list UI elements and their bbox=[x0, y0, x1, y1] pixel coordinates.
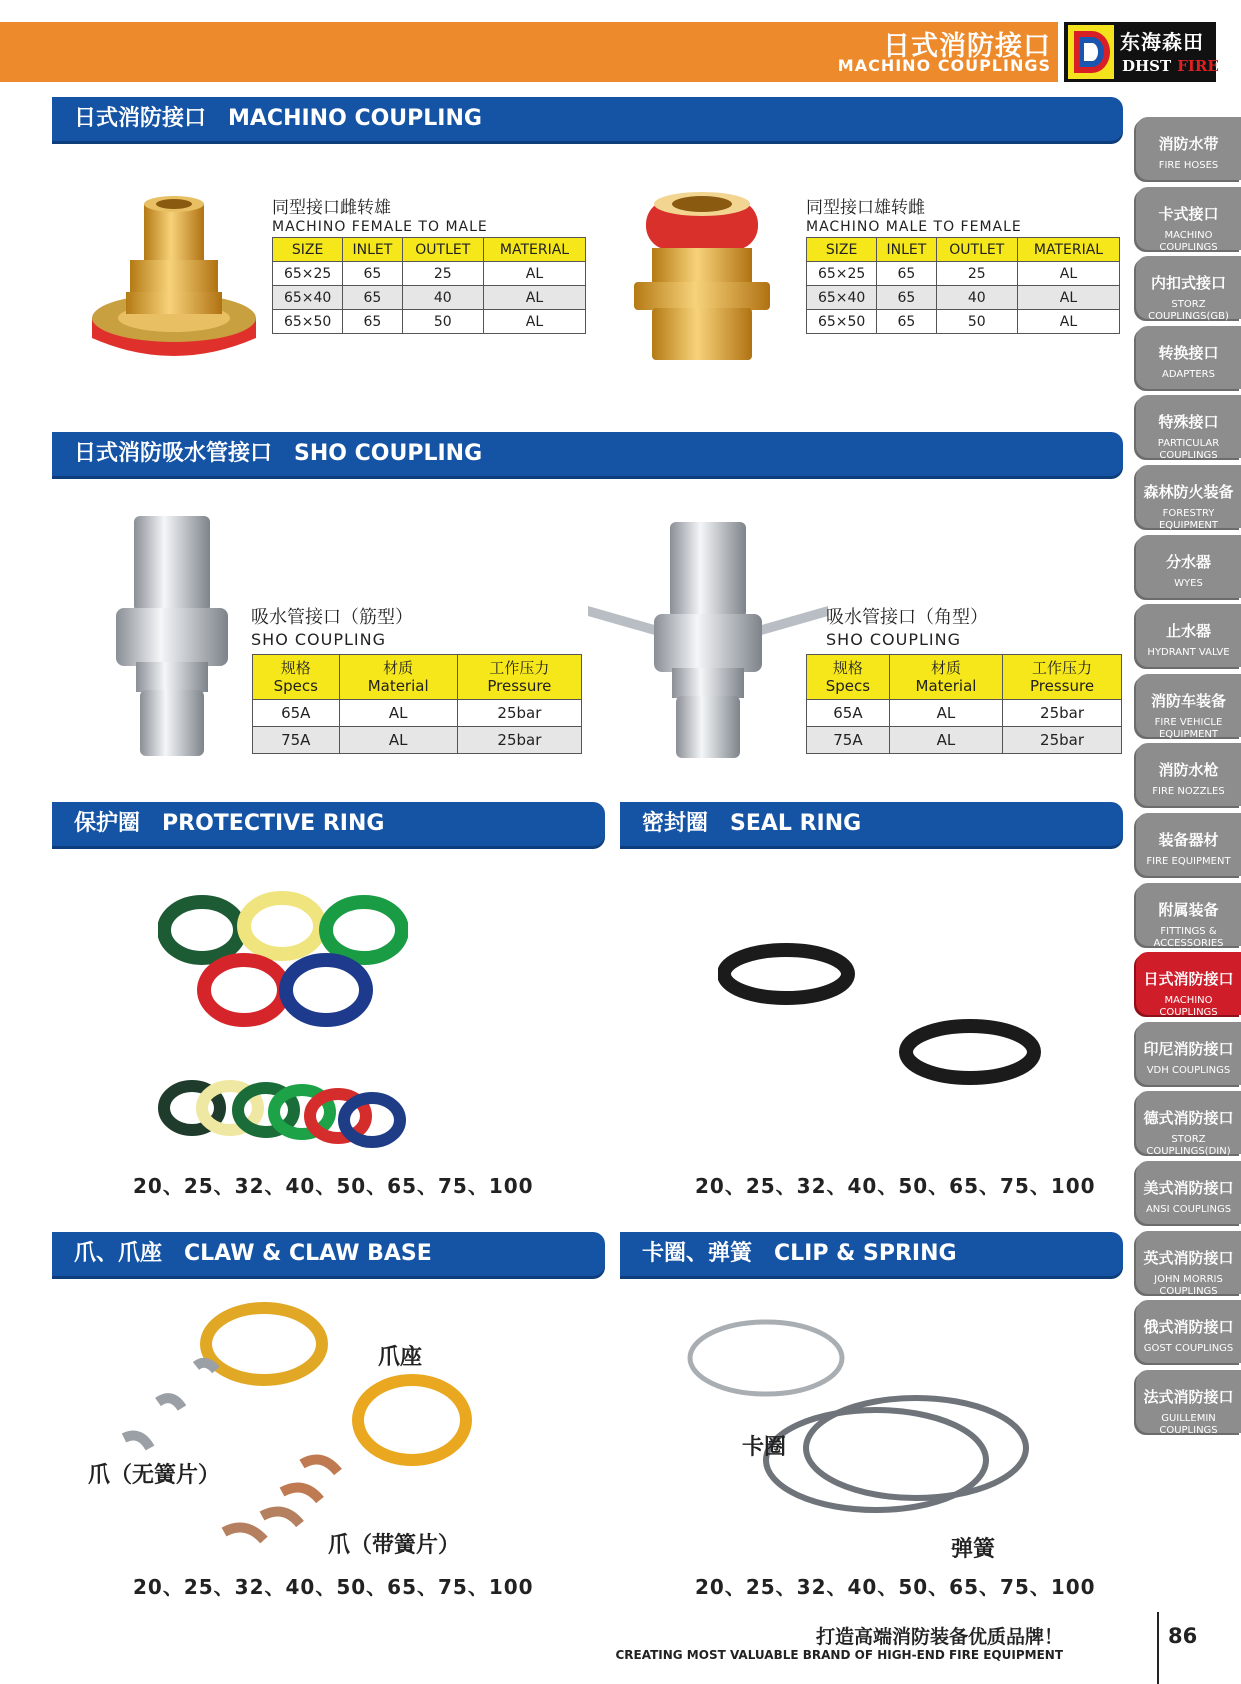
protective-rings-image bbox=[158, 890, 408, 1154]
sidebar-item-1[interactable] bbox=[1136, 117, 1241, 180]
table-row: 65A AL 25bar bbox=[807, 700, 1122, 727]
claw-base-label: 爪座 bbox=[378, 1345, 423, 1370]
page-number: 86 bbox=[1168, 1624, 1198, 1648]
table-row: 65A AL 25bar bbox=[253, 700, 582, 727]
table-row: 75A AL 25bar bbox=[253, 727, 582, 754]
sidebar-item-label: 俄式消防接口 bbox=[1143, 1318, 1234, 1336]
sidebar-item-5[interactable] bbox=[1136, 395, 1241, 461]
sidebar-item-label: 附属装备 bbox=[1158, 901, 1219, 919]
sidebar-item-sublabel: ADAPTERS bbox=[1162, 369, 1215, 380]
section-bar-sho: 日式消防吸水管接口 SHO COUPLING bbox=[52, 432, 1123, 476]
sidebar-item-18[interactable] bbox=[1136, 1300, 1241, 1363]
sidebar-item-label: 卡式接口 bbox=[1158, 205, 1219, 223]
table-row: 65×25 65 25 AL bbox=[807, 262, 1120, 286]
sidebar-item-label: 内扣式接口 bbox=[1150, 274, 1226, 292]
sidebar-item-label: 法式消防接口 bbox=[1143, 1388, 1234, 1406]
claw-with-spring-label: 爪（带簧片） bbox=[328, 1533, 461, 1558]
brand-logo bbox=[1064, 22, 1219, 82]
clip-sizes: 20、25、32、40、50、65、75、100 bbox=[695, 1575, 1096, 1599]
sidebar-item-17[interactable] bbox=[1136, 1231, 1241, 1297]
clip-and-spring-image bbox=[684, 1318, 1064, 1514]
claw-and-base-image bbox=[112, 1296, 472, 1556]
sidebar-item-12[interactable] bbox=[1136, 883, 1241, 949]
footer-divider bbox=[1157, 1612, 1159, 1684]
sidebar-item-label: 英式消防接口 bbox=[1143, 1249, 1234, 1267]
female-to-male-title: 同型接口雌转雄 MACHINO FEMALE TO MALE bbox=[272, 198, 488, 235]
female-to-male-table: SIZE INLET OUTLET MATERIAL 65×25 65 25 AL 65×40 65 40 AL 65×50 65 50 AL bbox=[272, 237, 586, 334]
footer-slogan-cn: 打造高端消防装备优质品牌！ bbox=[815, 1626, 1063, 1648]
sidebar-item-label: 止水器 bbox=[1165, 622, 1211, 640]
sidebar-item-16[interactable] bbox=[1136, 1161, 1241, 1224]
table-row: 65×50 65 50 AL bbox=[807, 310, 1120, 334]
sidebar-item-10[interactable] bbox=[1136, 743, 1241, 806]
sidebar-item-sublabel: FIRE HOSES bbox=[1158, 160, 1219, 171]
claw-no-spring-label: 爪（无簧片） bbox=[88, 1463, 221, 1488]
sidebar-item-3[interactable] bbox=[1136, 256, 1241, 322]
sho-rib-title: 吸水管接口（筋型） SHO COUPLING bbox=[251, 607, 413, 649]
sidebar-item-8[interactable] bbox=[1136, 604, 1241, 667]
sidebar-item-13[interactable] bbox=[1136, 952, 1241, 1018]
sidebar-item-7[interactable] bbox=[1136, 535, 1241, 598]
sidebar-item-sublabel: STORZ COUPLINGS(DIN) bbox=[1146, 1134, 1231, 1157]
section-bar-seal-ring: 密封圈 SEAL RING bbox=[620, 802, 1123, 846]
sidebar-item-sublabel: JOHN MORRIS COUPLINGS bbox=[1154, 1274, 1223, 1297]
table-row: 65×40 65 40 AL bbox=[273, 286, 586, 310]
sidebar-item-sublabel: GOST COUPLINGS bbox=[1143, 1343, 1234, 1354]
sidebar-item-4[interactable] bbox=[1136, 326, 1241, 389]
sidebar-item-sublabel: VDH COUPLINGS bbox=[1146, 1065, 1231, 1076]
sidebar-item-sublabel: PARTICULAR COUPLINGS bbox=[1157, 438, 1220, 461]
protective-ring-sizes: 20、25、32、40、50、65、75、100 bbox=[133, 1174, 534, 1198]
sidebar-item-label: 消防车装备 bbox=[1150, 692, 1226, 710]
sidebar-item-19[interactable] bbox=[1136, 1370, 1241, 1436]
sidebar-item-sublabel: WYES bbox=[1174, 578, 1203, 589]
sidebar-item-9[interactable] bbox=[1136, 674, 1241, 740]
sidebar-item-sublabel: FORESTRY EQUIPMENT bbox=[1158, 508, 1219, 531]
sidebar-item-6[interactable] bbox=[1136, 465, 1241, 531]
section-bar-protective-ring: 保护圈 PROTECTIVE RING bbox=[52, 802, 605, 846]
sho-coupling-horn-image bbox=[588, 518, 828, 762]
sidebar-item-sublabel: FIRE NOZZLES bbox=[1152, 786, 1225, 797]
table-row: 75A AL 25bar bbox=[807, 727, 1122, 754]
logo-en-text: DHST FIRE bbox=[1122, 57, 1219, 75]
section-bar-clip: 卡圈、弹簧 CLIP & SPRING bbox=[620, 1232, 1123, 1276]
sidebar-item-sublabel: GUILLEMIN COUPLINGS bbox=[1159, 1413, 1218, 1436]
sidebar-item-label: 装备器材 bbox=[1158, 831, 1219, 849]
footer-slogan-en: CREATING MOST VALUABLE BRAND OF HIGH-END FIRE EQUIPMENT bbox=[615, 1648, 1063, 1662]
sidebar-item-label: 转换接口 bbox=[1158, 344, 1219, 362]
sidebar-item-label: 美式消防接口 bbox=[1143, 1179, 1234, 1197]
male-to-female-coupling-image bbox=[632, 190, 772, 370]
logo-mark-icon bbox=[1068, 25, 1114, 79]
sidebar-item-label: 德式消防接口 bbox=[1143, 1109, 1234, 1127]
male-to-female-table: SIZE INLET OUTLET MATERIAL 65×25 65 25 AL 65×40 65 40 AL 65×50 65 50 AL bbox=[806, 237, 1120, 334]
sidebar-item-label: 森林防火装备 bbox=[1143, 483, 1234, 501]
spring-label: 弹簧 bbox=[951, 1537, 996, 1562]
sidebar-item-label: 特殊接口 bbox=[1158, 413, 1219, 431]
sho-coupling-rib-image bbox=[112, 512, 232, 760]
seal-ring-sizes: 20、25、32、40、50、65、75、100 bbox=[695, 1174, 1096, 1198]
sho-horn-table: 规格 Specs 材质 Material 工作压力 Pressure 65A AL 25bar 75A AL 25bar bbox=[806, 654, 1122, 754]
sidebar-item-sublabel: FITTINGS & ACCESSORIES bbox=[1153, 926, 1224, 949]
sidebar-item-label: 印尼消防接口 bbox=[1143, 1040, 1234, 1058]
sidebar-item-label: 消防水带 bbox=[1158, 135, 1219, 153]
sidebar-item-sublabel: MACHINO COUPLINGS bbox=[1159, 230, 1218, 253]
sidebar-item-sublabel: HYDRANT VALVE bbox=[1147, 647, 1230, 658]
seal-rings-image bbox=[718, 940, 1048, 1092]
page-title: 日式消防接口 bbox=[883, 31, 1051, 62]
page-subtitle: MACHINO COUPLINGS bbox=[837, 56, 1051, 75]
sho-horn-title: 吸水管接口（角型） SHO COUPLING bbox=[826, 607, 988, 649]
table-row: 65×25 65 25 AL bbox=[273, 262, 586, 286]
sidebar-item-15[interactable] bbox=[1136, 1091, 1241, 1157]
table-row: 65×40 65 40 AL bbox=[807, 286, 1120, 310]
sidebar-item-sublabel: MACHINO COUPLINGS bbox=[1159, 995, 1218, 1018]
sidebar-item-sublabel: FIRE EQUIPMENT bbox=[1146, 856, 1231, 867]
sidebar-item-label: 日式消防接口 bbox=[1143, 970, 1234, 988]
sidebar-item-sublabel: ANSI COUPLINGS bbox=[1145, 1204, 1232, 1215]
section-bar-machino: 日式消防接口 MACHINO COUPLING bbox=[52, 97, 1123, 141]
male-to-female-title: 同型接口雄转雌 MACHINO MALE TO FEMALE bbox=[806, 198, 1022, 235]
sidebar-item-label: 消防水枪 bbox=[1158, 761, 1219, 779]
clip-label: 卡圈 bbox=[742, 1435, 787, 1460]
claw-sizes: 20、25、32、40、50、65、75、100 bbox=[133, 1575, 534, 1599]
sidebar-item-sublabel: STORZ COUPLINGS(GB) bbox=[1148, 299, 1229, 322]
sidebar-item-14[interactable] bbox=[1136, 1022, 1241, 1085]
female-to-male-coupling-image bbox=[86, 196, 266, 370]
sidebar-item-2[interactable] bbox=[1136, 187, 1241, 253]
sho-rib-table: 规格 Specs 材质 Material 工作压力 Pressure 65A AL 25bar 75A AL 25bar bbox=[252, 654, 582, 754]
section-bar-claw: 爪、爪座 CLAW & CLAW BASE bbox=[52, 1232, 605, 1276]
table-row: 65×50 65 50 AL bbox=[273, 310, 586, 334]
sidebar-item-sublabel: FIRE VEHICLE EQUIPMENT bbox=[1154, 717, 1223, 740]
sidebar-item-11[interactable] bbox=[1136, 813, 1241, 876]
sidebar-item-label: 分水器 bbox=[1165, 553, 1211, 571]
logo-cn-text: 东海森田 bbox=[1120, 30, 1204, 54]
